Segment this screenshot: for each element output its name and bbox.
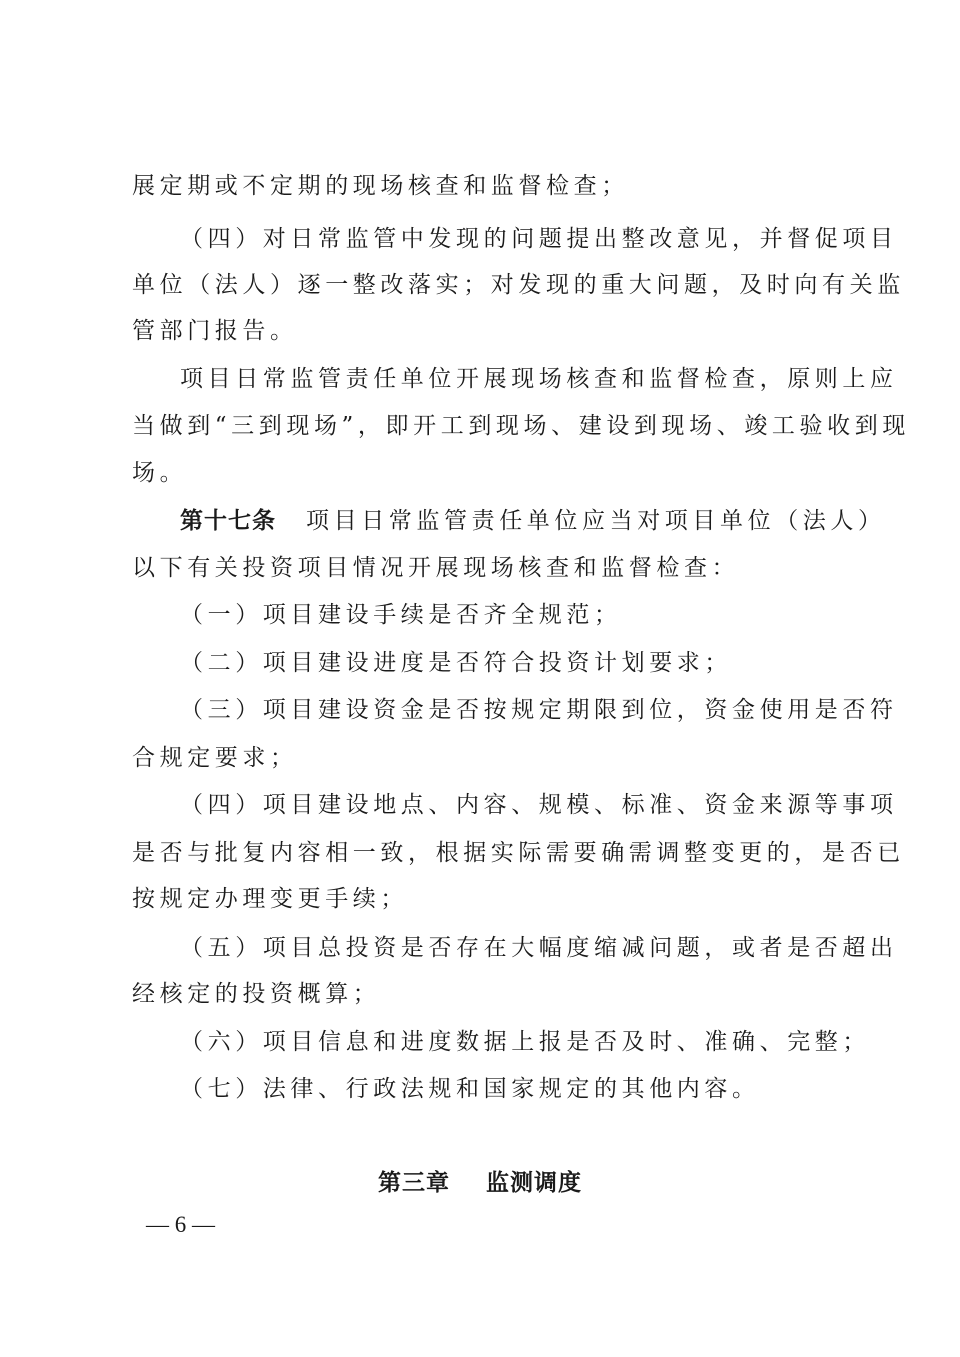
article-17-text: 项目日常监管责任单位应当对项目单位（法人） — [306, 508, 886, 534]
text-line: 合规定要求； — [132, 745, 298, 771]
text-line: （四）对日常监管中发现的问题提出整改意见，并督促项目 — [180, 226, 898, 252]
list-item: （五）项目总投资是否存在大幅度缩减问题，或者是否超出 — [180, 935, 898, 961]
list-item: （六）项目信息和进度数据上报是否及时、准确、完整； — [180, 1029, 870, 1055]
list-item: （二）项目建设进度是否符合投资计划要求； — [180, 650, 732, 676]
chapter-number: 第三章 — [378, 1170, 450, 1196]
text-line: 管部门报告。 — [132, 318, 298, 344]
chapter-title: 监测调度 — [486, 1170, 582, 1196]
text-line: 项目日常监管责任单位开展现场核查和监督检查，原则上应 — [180, 366, 898, 392]
text-line: 场。 — [132, 460, 188, 486]
list-item: （四）项目建设地点、内容、规模、标准、资金来源等事项 — [180, 792, 898, 818]
list-item: （七）法律、行政法规和国家规定的其他内容。 — [180, 1076, 760, 1102]
article-17-first-line — [180, 506, 886, 536]
text-line: 经核定的投资概算； — [132, 981, 381, 1007]
chapter-heading — [0, 1167, 960, 1199]
article-17-label: 第十七条 — [180, 508, 276, 534]
list-item: （一）项目建设手续是否齐全规范； — [180, 602, 622, 628]
text-line: 展定期或不定期的现场核查和监督检查； — [132, 173, 629, 199]
text-line: 是否与批复内容相一致，根据实际需要确需调整变更的，是否已 — [132, 840, 905, 866]
text-line: 单位（法人）逐一整改落实；对发现的重大问题，及时向有关监 — [132, 272, 905, 298]
page-number: — 6 — — [146, 1212, 215, 1237]
text-line: 按规定办理变更手续； — [132, 886, 408, 912]
text-line: 当做到“三到现场”，即开工到现场、建设到现场、竣工验收到现 — [132, 413, 910, 439]
text-line: 以下有关投资项目情况开展现场核查和监督检查： — [132, 555, 740, 581]
list-item: （三）项目建设资金是否按规定期限到位，资金使用是否符 — [180, 697, 898, 723]
